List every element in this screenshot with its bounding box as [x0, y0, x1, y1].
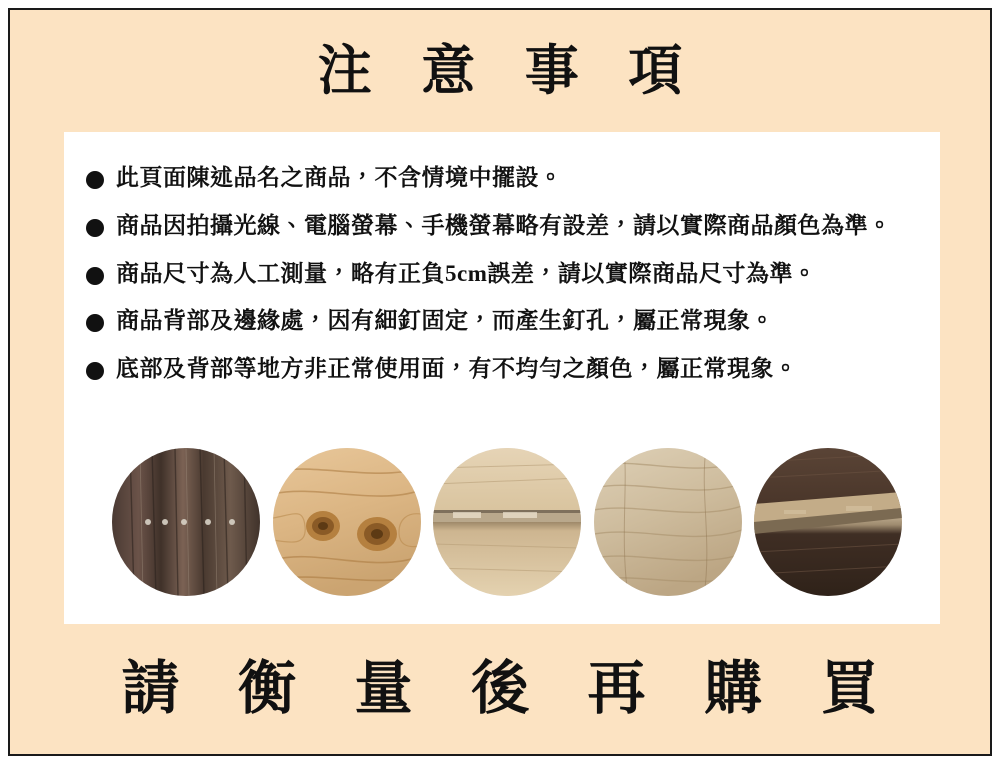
photo-light-wood-grain	[594, 448, 742, 596]
photo-row	[112, 448, 902, 596]
list-item	[86, 355, 930, 384]
list-item	[86, 260, 930, 289]
bullet-text: 底部及背部等地方非正常使用面，有不均勻之顏色，屬正常現象。	[116, 356, 798, 381]
photo-board-edge	[433, 448, 581, 596]
bullet-dot-icon	[86, 171, 104, 189]
bullet-dot-icon	[86, 219, 104, 237]
bullet-text: 此頁面陳述品名之商品，不含情境中擺設。	[116, 165, 563, 190]
bullet-text: 商品尺寸為人工測量，略有正負5cm誤差，請以實際商品尺寸為準。	[116, 260, 817, 286]
list-item	[86, 164, 930, 193]
footer-band	[10, 624, 990, 754]
footer-slogan: 請 衡 量 後 再 購 買	[121, 656, 901, 721]
bullet-dot-icon	[86, 267, 104, 285]
photo-pine-knots	[273, 448, 421, 596]
photo-dark-wood-grain-nails	[112, 448, 260, 596]
notice-panel	[8, 8, 992, 756]
notice-card	[64, 132, 940, 624]
list-item	[86, 212, 930, 241]
bullet-dot-icon	[86, 314, 104, 332]
title-band	[10, 10, 990, 132]
photo-panel-corner	[754, 448, 902, 596]
bullet-list	[86, 164, 930, 403]
bullet-dot-icon	[86, 362, 104, 380]
bullet-text: 商品因拍攝光線、電腦螢幕、手機螢幕略有設差，請以實際商品顏色為準。	[116, 212, 892, 238]
bullet-text: 商品背部及邊緣處，因有細釘固定，而產生釘孔，屬正常現象。	[116, 308, 774, 334]
list-item	[86, 307, 930, 336]
page-title: 注 意 事 項	[317, 41, 701, 101]
